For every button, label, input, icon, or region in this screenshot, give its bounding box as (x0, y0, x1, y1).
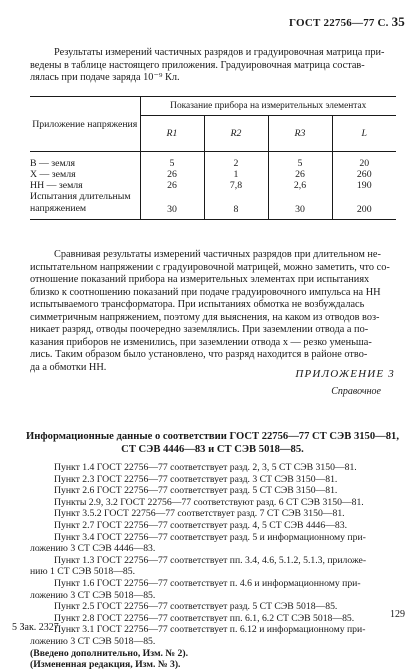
intro-line: ведены в таблице настоящего приложения. Градуировочная матрица состав- (30, 59, 365, 71)
appendix-title: ПРИЛОЖЕНИЕ 3 (295, 368, 395, 380)
list-item: Пункт 2.5 ГОСТ 22756—77 соответствует разд. 5 СТ СЭВ 5018—85. (54, 601, 338, 613)
column-header-group: Показание прибора на измерительных элементах (140, 97, 396, 116)
row-label: Х — земля (30, 169, 140, 180)
list-item: ложению 3 СТ СЭВ 5018—85. (30, 635, 156, 647)
footer-order: 5 Зак. 2327 (12, 622, 59, 633)
cell-value: 20 (359, 158, 370, 169)
intro-line: Результаты измерений частичных разрядов и градуировочная матрица при- (54, 47, 385, 58)
page-header (289, 14, 405, 30)
cell-value: 8 (204, 191, 268, 220)
sub-header-l: L (361, 128, 367, 139)
paragraph-line: отношение показаний прибора на измерительных элементах при испытаниях (30, 274, 370, 285)
cell-value: 200 (356, 204, 372, 215)
cell-value: 26 (140, 169, 204, 180)
list-item: ложению 3 СТ СЭВ 4446—83. (30, 543, 156, 555)
paragraph-line: Сравнивая результаты измерений частичных разрядов при длительном не- (54, 249, 381, 260)
paragraph-line: испытываемого трансформатора. При испытаниях обмотка не возбуждалась (30, 299, 365, 310)
row-label (30, 191, 140, 220)
list-item: Пункт 1.4 ГОСТ 22756—77 соответствует разд. 2, 3, 5 СТ СЭВ 3150—81. (54, 462, 357, 473)
list-item: Пункт 1.3 ГОСТ 22756—77 соответствует пп. 3.4, 4.6, 5.1.2, 5.1.3, приложе- (54, 554, 367, 566)
row-label-line: Испытания длительным (30, 191, 131, 202)
list-item: Пункт 2.7 ГОСТ 22756—77 соответствует разд. 4, 5 СТ СЭВ 4446—83. (54, 519, 348, 531)
cell-value: 2,6 (268, 180, 332, 191)
cell-value: 7,8 (204, 180, 268, 191)
list-item: Пункт 2.3 ГОСТ 22756—77 соответствует разд. 3 СТ СЭВ 3150—81. (54, 473, 338, 485)
paragraph-line: испытательном напряжении с градуировочной матрицей, можно заметить, что со- (30, 261, 390, 273)
cell-value: 5 (268, 152, 332, 170)
list-item: Пункты 2.9, 3.2 ГОСТ 22756—77 соответствуют разд. 6 СТ СЭВ 3150—81. (54, 496, 364, 508)
list-item: (Введено дополнительно, Изм. № 2). (30, 647, 189, 659)
paragraph-line: близко к соотношению показаний при подаче градуировочного импульса на НН (30, 286, 381, 298)
list-item: (Измененная редакция, Изм. № 3). (30, 659, 181, 671)
row-label: В — земля (30, 152, 140, 170)
table-row (30, 169, 396, 180)
list-item: Пункт 3.5.2 ГОСТ 22756—77 соответствует разд. 7 СТ СЭВ 3150—81. (54, 508, 345, 520)
results-table-wrapper (30, 96, 396, 220)
intro-paragraph (30, 47, 396, 85)
list-item: Пункт 2.6 ГОСТ 22756—77 соответствует разд. 5 СТ СЭВ 3150—81. (54, 485, 338, 497)
cell-value: 1 (204, 169, 268, 180)
cell-value: 26 (268, 169, 332, 180)
sub-header-r3: R3 (268, 116, 332, 152)
cell-value: 30 (268, 191, 332, 220)
table-row (30, 180, 396, 191)
results-table (30, 96, 396, 220)
list-item: ложению 3 СТ СЭВ 5018—85. (30, 589, 156, 601)
standard-reference: ГОСТ 22756—77 С. (289, 17, 389, 29)
cell-value: 26 (140, 180, 204, 191)
appendix-subtitle: Справочное (331, 386, 381, 397)
table-row (30, 152, 396, 170)
intro-line: лялась при подаче заряда 10⁻⁹ Кл. (30, 72, 180, 83)
paragraph-line: никает разряд, отводы поочередно заземлялись. При заземлении отвода а по- (30, 324, 369, 335)
list-item: Пункт 2.8 ГОСТ 22756—77 соответствует пп. 6.1, 6.2 СТ СЭВ 5018—85. (54, 612, 355, 624)
info-title (20, 431, 405, 456)
column-header-voltage: Приложение напряжения (30, 97, 140, 152)
header-page-number: 35 (391, 14, 405, 29)
table-row (30, 191, 396, 220)
footer-page-number: 129 (390, 609, 405, 620)
sub-header-r2: R2 (204, 116, 268, 152)
cell-value: 2 (204, 152, 268, 170)
list-item: Пункт 1.6 ГОСТ 22756—77 соответствует п. 4.6 и информационному при- (54, 577, 361, 589)
cell-value: 30 (140, 191, 204, 220)
paragraph-line: лись. Таким образом было установлено, что разряд находится в районе отво- (30, 349, 368, 360)
paragraph-line: казания приборов не изменились, при заземлении отвода х — резко уменьша- (30, 336, 372, 348)
correspondence-list (30, 462, 396, 671)
cell-value: 260 (356, 169, 372, 180)
list-item: нию 1 СТ СЭВ 5018—85. (30, 566, 136, 578)
row-label: НН — земля (30, 180, 140, 191)
info-title-line: Информационные данные о соответствии ГОСТ 22756—77 СТ СЭВ 3150—81, (26, 431, 399, 442)
sub-header-r1: R1 (140, 116, 204, 152)
comparison-paragraph (30, 249, 396, 374)
paragraph-line: да а обмотки НН. (30, 361, 107, 373)
info-title-line: СТ СЭВ 4446—83 и СТ СЭВ 5018—85. (121, 443, 304, 455)
cell-value: 190 (356, 180, 372, 191)
row-label-line: напряжением (30, 203, 87, 214)
cell-value: 5 (140, 152, 204, 170)
list-item: Пункт 3.1 ГОСТ 22756—77 соответствует п. 6.12 и информационному при- (54, 624, 366, 636)
list-item: Пункт 3.4 ГОСТ 22756—77 соответствует разд. 5 и информационному при- (54, 531, 366, 543)
paragraph-line: симметричным напряжением, поэтому для выяснения, на каком из отводов воз- (30, 311, 380, 323)
